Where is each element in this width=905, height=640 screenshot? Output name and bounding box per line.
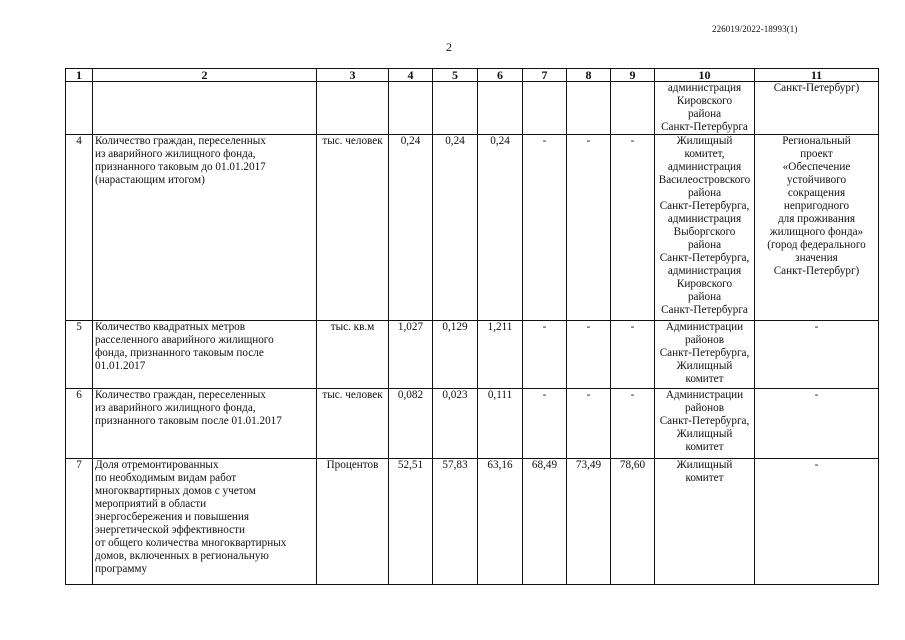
value-col-4: 52,51 xyxy=(389,459,433,585)
responsible-executor-line: Кировского xyxy=(676,95,733,107)
responsible-executor xyxy=(655,135,755,321)
value-col-6: 0,111 xyxy=(478,389,523,459)
related-project-line: (город федерального xyxy=(767,239,866,251)
value-col-8 xyxy=(567,82,611,135)
header-col-8: 8 xyxy=(567,69,611,82)
indicator-name-line: мероприятий в области xyxy=(95,498,207,510)
value-col-8: - xyxy=(567,135,611,321)
responsible-executor-line: Санкт-Петербурга, xyxy=(659,347,750,359)
row-number: 7 xyxy=(66,459,93,585)
value-col-5: 0,129 xyxy=(433,321,478,389)
unit-of-measure: тыс. кв.м xyxy=(317,321,389,389)
value-col-4: 0,082 xyxy=(389,389,433,459)
responsible-executor xyxy=(655,82,755,135)
responsible-executor-line: Санкт-Петербурга, xyxy=(659,252,750,264)
responsible-executor-line: администрация xyxy=(667,161,742,173)
value-col-6 xyxy=(478,82,523,135)
responsible-executor-line: Администрации xyxy=(665,321,744,333)
responsible-executor-line: комитет, xyxy=(684,148,725,160)
responsible-executor-line: Санкт-Петербурга, xyxy=(659,415,750,427)
responsible-executor-line: Санкт-Петербурга, xyxy=(659,200,750,212)
related-project-line: «Обеспечение xyxy=(782,161,851,173)
responsible-executor xyxy=(655,321,755,389)
header-col-4: 4 xyxy=(389,69,433,82)
responsible-executor-line: администрация xyxy=(667,265,742,277)
indicator-name-line: энергетической эффективности xyxy=(95,524,245,536)
value-col-8: 73,49 xyxy=(567,459,611,585)
value-col-7: - xyxy=(523,321,567,389)
header-col-1: 1 xyxy=(66,69,93,82)
header-col-10: 10 xyxy=(655,69,755,82)
value-col-5: 0,023 xyxy=(433,389,478,459)
responsible-executor-line: района xyxy=(687,239,722,251)
value-col-4: 0,24 xyxy=(389,135,433,321)
responsible-executor xyxy=(655,389,755,459)
responsible-executor-line: района xyxy=(687,108,722,120)
indicator-name-line: Количество квадратных метров xyxy=(95,321,246,333)
responsible-executor-line: Жилищный xyxy=(676,360,733,372)
value-col-4 xyxy=(389,82,433,135)
value-col-9: - xyxy=(611,135,655,321)
value-col-9 xyxy=(611,82,655,135)
value-col-7 xyxy=(523,82,567,135)
value-col-6: 63,16 xyxy=(478,459,523,585)
indicator-name-line: (нарастающим итогом) xyxy=(95,174,205,186)
value-col-7: - xyxy=(523,135,567,321)
indicator-name-line: многоквартирных домов с учетом xyxy=(95,485,256,497)
related-project xyxy=(755,135,879,321)
indicator-name-line: Количество граждан, переселенных xyxy=(95,135,266,147)
indicator-name-line: 01.01.2017 xyxy=(95,360,146,372)
header-col-9: 9 xyxy=(611,69,655,82)
indicator-name xyxy=(93,389,317,459)
related-project xyxy=(755,82,879,135)
page-number: 2 xyxy=(446,40,452,54)
responsible-executor-line: района xyxy=(687,187,722,199)
table-row xyxy=(66,321,879,389)
related-project-line: жилищного фонда» xyxy=(769,226,864,238)
value-col-4: 1,027 xyxy=(389,321,433,389)
value-col-9: 78,60 xyxy=(611,459,655,585)
indicator-name-line: энергосбережения и повышения xyxy=(95,511,250,523)
unit-of-measure xyxy=(317,82,389,135)
value-col-6: 1,211 xyxy=(478,321,523,389)
responsible-executor-line: Жилищный xyxy=(676,135,733,147)
responsible-executor-line: Санкт-Петербурга xyxy=(661,304,748,316)
responsible-executor xyxy=(655,459,755,585)
header-col-7: 7 xyxy=(523,69,567,82)
value-col-9: - xyxy=(611,321,655,389)
value-col-5: 57,83 xyxy=(433,459,478,585)
unit-of-measure: тыс. человек xyxy=(317,135,389,321)
indicator-name xyxy=(93,321,317,389)
related-project-line: Региональный xyxy=(782,135,851,147)
responsible-executor-line: Жилищный xyxy=(676,459,733,471)
related-project-line: устойчивого xyxy=(786,174,847,186)
indicator-name-line: Количество граждан, переселенных xyxy=(95,389,266,401)
indicator-name-line: по необходимым видам работ xyxy=(95,472,237,484)
unit-of-measure: тыс. человек xyxy=(317,389,389,459)
table-row xyxy=(66,389,879,459)
related-project-line: - xyxy=(814,321,819,333)
related-project-line: значения xyxy=(795,252,838,264)
table-row xyxy=(66,82,879,135)
related-project-line: - xyxy=(814,459,819,471)
value-col-7: - xyxy=(523,389,567,459)
related-project-line: Санкт-Петербург) xyxy=(773,82,860,94)
responsible-executor-line: Администрации xyxy=(665,389,744,401)
value-col-5: 0,24 xyxy=(433,135,478,321)
header-col-2: 2 xyxy=(93,69,317,82)
related-project-line: Санкт-Петербург) xyxy=(773,265,860,277)
indicator-name xyxy=(93,135,317,321)
indicator-name-line: домов, включенных в региональную xyxy=(95,550,269,562)
responsible-executor-line: комитет xyxy=(685,373,724,385)
indicator-name-line: из аварийного жилищного фонда, xyxy=(95,402,256,414)
row-number xyxy=(66,82,93,135)
related-project xyxy=(755,321,879,389)
value-col-6: 0,24 xyxy=(478,135,523,321)
related-project-line: непригодного xyxy=(783,200,850,212)
indicator-name xyxy=(93,459,317,585)
table-body xyxy=(66,82,879,585)
related-project xyxy=(755,459,879,585)
indicator-name-line: программу xyxy=(95,563,148,575)
document-id: 226019/2022-18993(1) xyxy=(712,24,798,34)
responsible-executor-line: комитет xyxy=(685,472,724,484)
row-number: 5 xyxy=(66,321,93,389)
row-number: 4 xyxy=(66,135,93,321)
indicator-name-line: фонда, признанного таковым после xyxy=(95,347,264,359)
value-col-5 xyxy=(433,82,478,135)
value-col-9: - xyxy=(611,389,655,459)
header-col-11: 11 xyxy=(755,69,879,82)
indicator-name xyxy=(93,82,317,135)
header-col-5: 5 xyxy=(433,69,478,82)
value-col-8: - xyxy=(567,321,611,389)
row-number: 6 xyxy=(66,389,93,459)
value-col-7: 68,49 xyxy=(523,459,567,585)
related-project xyxy=(755,389,879,459)
related-project-line: проект xyxy=(800,148,833,160)
responsible-executor-line: Санкт-Петербурга xyxy=(661,121,748,133)
indicators-table xyxy=(65,68,879,585)
indicator-name-line: из аварийного жилищного фонда, xyxy=(95,148,256,160)
table-row xyxy=(66,135,879,321)
related-project-line: - xyxy=(814,389,819,401)
responsible-executor-line: комитет xyxy=(685,441,724,453)
indicator-name-line: расселенного аварийного жилищного xyxy=(95,334,274,346)
responsible-executor-line: администрация xyxy=(667,82,742,94)
indicator-name-line: признанного таковым до 01.01.2017 xyxy=(95,161,266,173)
indicator-name-line: от общего количества многоквартирных xyxy=(95,537,287,549)
related-project-line: для проживания xyxy=(777,213,856,225)
responsible-executor-line: района xyxy=(687,291,722,303)
header-col-3: 3 xyxy=(317,69,389,82)
responsible-executor-line: администрация xyxy=(667,213,742,225)
responsible-executor-line: Выборгского xyxy=(673,226,736,238)
header-row xyxy=(66,69,879,82)
header-col-6: 6 xyxy=(478,69,523,82)
responsible-executor-line: Василеостровского xyxy=(658,174,751,186)
unit-of-measure: Процентов xyxy=(317,459,389,585)
table-row xyxy=(66,459,879,585)
related-project-line: сокращения xyxy=(787,187,846,199)
responsible-executor-line: Жилищный xyxy=(676,428,733,440)
responsible-executor-line: районов xyxy=(684,334,724,346)
indicator-name-line: Доля отремонтированных xyxy=(95,459,219,471)
indicator-name-line: признанного таковым после 01.01.2017 xyxy=(95,415,282,427)
value-col-8: - xyxy=(567,389,611,459)
responsible-executor-line: районов xyxy=(684,402,724,414)
responsible-executor-line: Кировского xyxy=(676,278,733,290)
